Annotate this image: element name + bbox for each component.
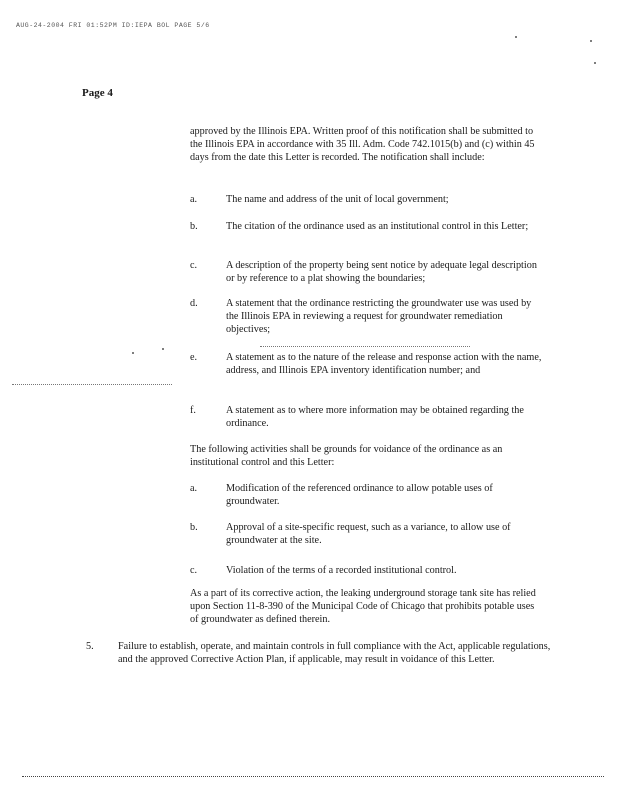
item-letter: d.: [190, 298, 198, 309]
scan-streak: [260, 346, 470, 347]
item-5-number: 5.: [86, 641, 94, 652]
page-label: Page 4: [82, 87, 113, 99]
item-text: A statement that the ordinance restricting the groundwater use was used by the Illinois EPA in reviewing a request for groundwater remediation objectives;: [226, 298, 532, 335]
scan-speck: [594, 62, 596, 64]
intro-paragraph: approved by the Illinois EPA. Written proof of this notification shall be submitted to the Illinois EPA in accordance with 35 Ill. Adm. Code 742.1015(b) and (c) within 45 days from the date this Letter is recorded. The notification shall include:: [190, 126, 535, 163]
item-text: A description of the property being sent notice by adequate legal description or by reference to a plat showing the boundaries;: [226, 260, 537, 284]
footer-rule: [22, 776, 604, 777]
item-text: The name and address of the unit of local government;: [226, 194, 449, 205]
item-5-text: Failure to establish, operate, and maintain controls in full compliance with the Act, applicable regulations, and the approved Corrective Action Plan, if applicable, may result in voidance of this Letter.: [118, 641, 551, 665]
item-letter: b.: [190, 522, 198, 533]
scan-speck: [590, 40, 592, 42]
item-text: Approval of a site-specific request, such as a variance, to allow use of groundwater at the site.: [226, 522, 511, 546]
item-text: Modification of the referenced ordinance to allow potable uses of groundwater.: [226, 483, 493, 507]
item-text: Violation of the terms of a recorded institutional control.: [226, 565, 457, 576]
item-text: The citation of the ordinance used as an institutional control in this Letter;: [226, 221, 529, 232]
scan-streak: [12, 384, 172, 385]
item-letter: e.: [190, 352, 198, 363]
scan-speck: [162, 348, 164, 350]
scan-speck: [132, 352, 134, 354]
item-letter: f.: [190, 405, 196, 416]
corrective-action-paragraph: As a part of its corrective action, the leaking underground storage tank site has relied upon Section 11-8-390 of the Municipal Code of Chicago that prohibits potable uses of groundwater as defined therein.: [190, 588, 536, 625]
item-letter: a.: [190, 483, 198, 494]
scan-speck: [515, 36, 517, 38]
fax-header: AUG-24-2004 FRI 01:52PM ID:IEPA BOL PAGE 5/6: [16, 22, 210, 29]
item-text: A statement as to where more information may be obtained regarding the ordinance.: [226, 405, 524, 429]
item-letter: a.: [190, 194, 198, 205]
item-letter: c.: [190, 565, 198, 576]
item-text: A statement as to the nature of the release and response action with the name, address, and Illinois EPA inventory identification number; and: [226, 352, 542, 376]
item-letter: c.: [190, 260, 198, 271]
item-letter: b.: [190, 221, 198, 232]
voidance-intro: The following activities shall be grounds for voidance of the ordinance as an institutional control and this Letter:: [190, 444, 503, 468]
